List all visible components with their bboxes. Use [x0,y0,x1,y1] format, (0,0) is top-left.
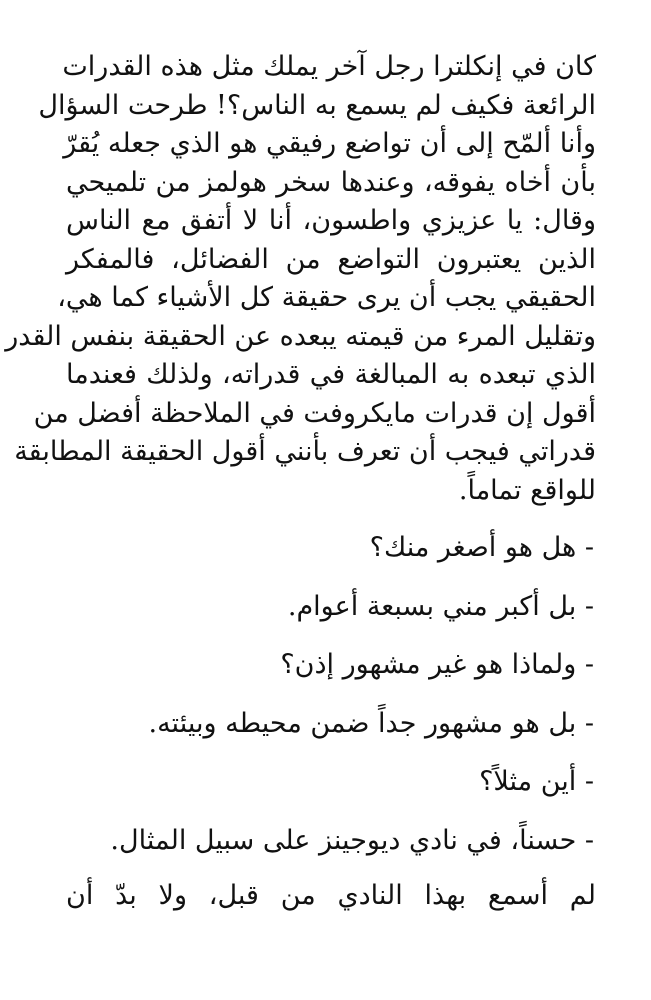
paragraph-line: الذين يعتبرون التواضع من الفضائل، فالمفكر [66,243,596,275]
paragraph-line: وأنا ألمّح إلى أن تواضع رفيقي هو الذي جعله يُقرّ [63,128,596,159]
dialogue-block [66,529,596,860]
paragraph-line: الحقيقي يجب أن يرى حقيقة كل الأشياء كما هي، [57,282,596,313]
paragraph-line: قدراتي فيجب أن تعرف بأنني أقول الحقيقة المطابقة [14,436,596,467]
paragraph-line: وقال: يا عزيزي واطسون، أنا لا أتفق مع الناس [66,205,596,236]
closing-line: لم أسمع بهذا النادي من قبل، ولا بدّ أن [66,880,596,911]
dialogue-line: - حسناً، في نادي ديوجينز على سبيل المثال. [110,824,594,856]
dialogue-line: - هل هو أصغر منك؟ [369,532,594,563]
dialogue-line: - بل هو مشهور جداً ضمن محيطه وبيئته. [148,707,594,739]
closing-paragraph [66,877,596,916]
dialogue-line: - بل أكبر مني بسبعة أعوام. [287,590,594,622]
narrative-paragraph [5,48,596,510]
paragraph-line: أقول إن قدرات مايكروفت في الملاحظة أفضل من [33,397,596,429]
paragraph-line: كان في إنكلترا رجل آخر يملك مثل هذه القدرات [62,51,596,82]
paragraph-line: الذي تبعده به المبالغة في قدراته، ولذلك فعندما [66,359,596,390]
paragraph-line: وتقليل المرء من قيمته يبعده عن الحقيقة بنفس القدر [5,320,596,352]
book-page [5,48,596,916]
paragraph-line: الرائعة فكيف لم يسمع به الناس؟! طرحت السؤال [38,89,596,121]
dialogue-line: - أين مثلاً؟ [479,766,594,797]
paragraph-line: للواقع تماماً. [458,474,596,506]
paragraph-line: بأن أخاه يفوقه، وعندها سخر هولمز من تلميحي [66,166,596,198]
dialogue-line: - ولماذا هو غير مشهور إذن؟ [280,649,594,680]
